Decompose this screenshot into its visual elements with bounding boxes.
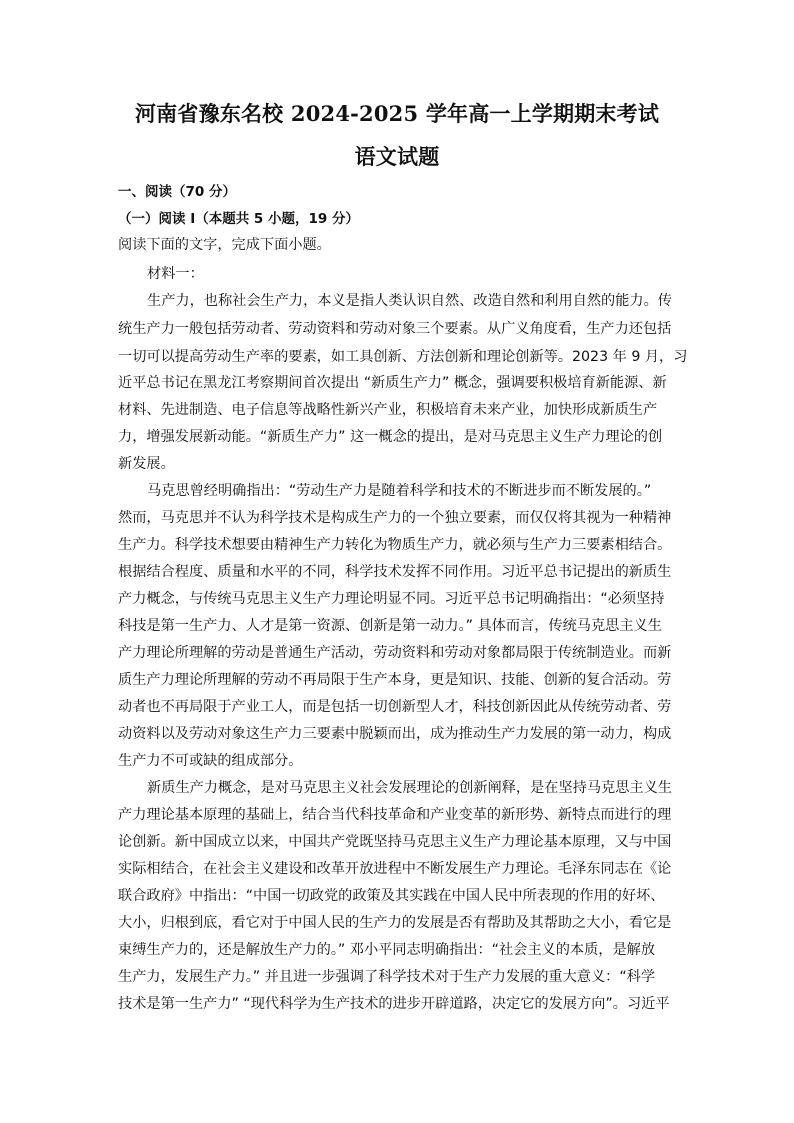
paragraph-line: 大小，归根到底，看它对于中国人民的生产力的发展是否有帮助及其帮助之大小，看它是 [118, 915, 672, 931]
paragraph-line: 技术是第一生产力” “现代科学为生产技术的进步开辟道路，决定它的发展方向”。习近平 [118, 996, 670, 1012]
paragraph-line: 产力理论基本原理的基础上，结合当代科技革命和产业变革的新形势、新特点而进行的理 [118, 807, 672, 823]
exam-subtitle: 语文试题 [354, 144, 440, 169]
paragraph-line: 新发展。 [118, 456, 175, 472]
section-heading: 一、阅读（70 分） [118, 184, 236, 200]
paragraph-line: 生产力。科学技术想要由精神生产力转化为物质生产力，就必须与生产力三要素相结合。 [118, 537, 672, 553]
paragraph-line: 科技是第一生产力、人才是第一资源、创新是第一动力。” 具体而言，传统马克思主义生 [118, 618, 662, 634]
paragraph-line: 生产力，也称社会生产力，本义是指人类认识自然、改造自然和利用自然的能力。传 [147, 293, 672, 309]
paragraph-line: 生产力不可或缺的组成部分。 [118, 753, 303, 769]
material-label: 材料一： [147, 266, 204, 282]
paragraph-line: 生产力，发展生产力。” 并且进一步强调了科学技术对于生产力发展的重大意义：“科学 [118, 969, 656, 985]
paragraph-line: 马克思曾经明确指出：“劳动生产力是随着科学和技术的不断进步而不断发展的。” [147, 483, 652, 499]
paragraph-line: 产力理论所理解的劳动是普通生产活动，劳动资料和劳动对象都局限于传统制造业。而新 [118, 645, 672, 661]
paragraph-line: 统生产力一般包括劳动者、劳动资料和劳动对象三个要素。从广义角度看，生产力还包括 [118, 321, 672, 337]
paragraph-line: 束缚生产力的，还是解放生产力的。” 邓小平同志明确指出：“社会主义的本质，是解放 [118, 942, 656, 958]
paragraph-line: 动资料以及劳动对象这生产力三要素中脱颖而出，成为推动生产力发展的第一动力，构成 [118, 726, 672, 742]
paragraph-line: 动者也不再局限于产业工人，而是包括一切创新型人才，科技创新因此从传统劳动者、劳 [118, 699, 672, 715]
exam-title: 河南省豫东名校 2024-2025 学年高一上学期期末考试 [134, 101, 660, 126]
subsection-heading: （一）阅读 I（本题共 5 小题，19 分） [118, 211, 360, 227]
paragraph-line: 近平总书记在黑龙江考察期间首次提出 “新质生产力” 概念，强调要积极培育新能源、新 [118, 375, 667, 391]
paragraph-line: 产力概念，与传统马克思主义生产力理论明显不同。习近平总书记明确指出：“必须坚持 [118, 591, 665, 607]
paragraph-line: 然而，马克思并不认为科学技术是构成生产力的一个独立要素，而仅仅将其视为一种精神 [118, 510, 672, 526]
paragraph-line: 联合政府》中指出：“中国一切政党的政策及其实践在中国人民中所表现的作用的好坏、 [118, 888, 665, 904]
paragraph-line: 力，增强发展新动能。“新质生产力” 这一概念的提出，是对马克思主义生产力理论的创 [118, 429, 663, 445]
instruction-text: 阅读下面的文字，完成下面小题。 [118, 237, 331, 253]
paragraph-line: 根据结合程度、质量和水平的不同，科学技术发挥不同作用。习近平总书记提出的新质生 [118, 564, 672, 580]
paragraph-line: 实际相结合，在社会主义建设和改革开放进程中不断发展生产力理论。毛泽东同志在《论 [118, 861, 672, 877]
paragraph-line: 质生产力理论所理解的劳动不再局限于生产本身，更是知识、技能、创新的复合活动。劳 [118, 672, 672, 688]
paragraph-line: 一切可以提高劳动生产率的要素，如工具创新、方法创新和理论创新等。2023 年 9 月，习 [118, 349, 688, 365]
paragraph-line: 新质生产力概念，是对马克思主义社会发展理论的创新阐释，是在坚持马克思主义生 [147, 780, 672, 796]
paragraph-line: 材料、先进制造、电子信息等战略性新兴产业，积极培育未来产业，加快形成新质生产 [118, 402, 658, 418]
paragraph-line: 论创新。新中国成立以来，中国共产党既坚持马克思主义生产力理论基本原理，又与中国 [118, 834, 672, 850]
